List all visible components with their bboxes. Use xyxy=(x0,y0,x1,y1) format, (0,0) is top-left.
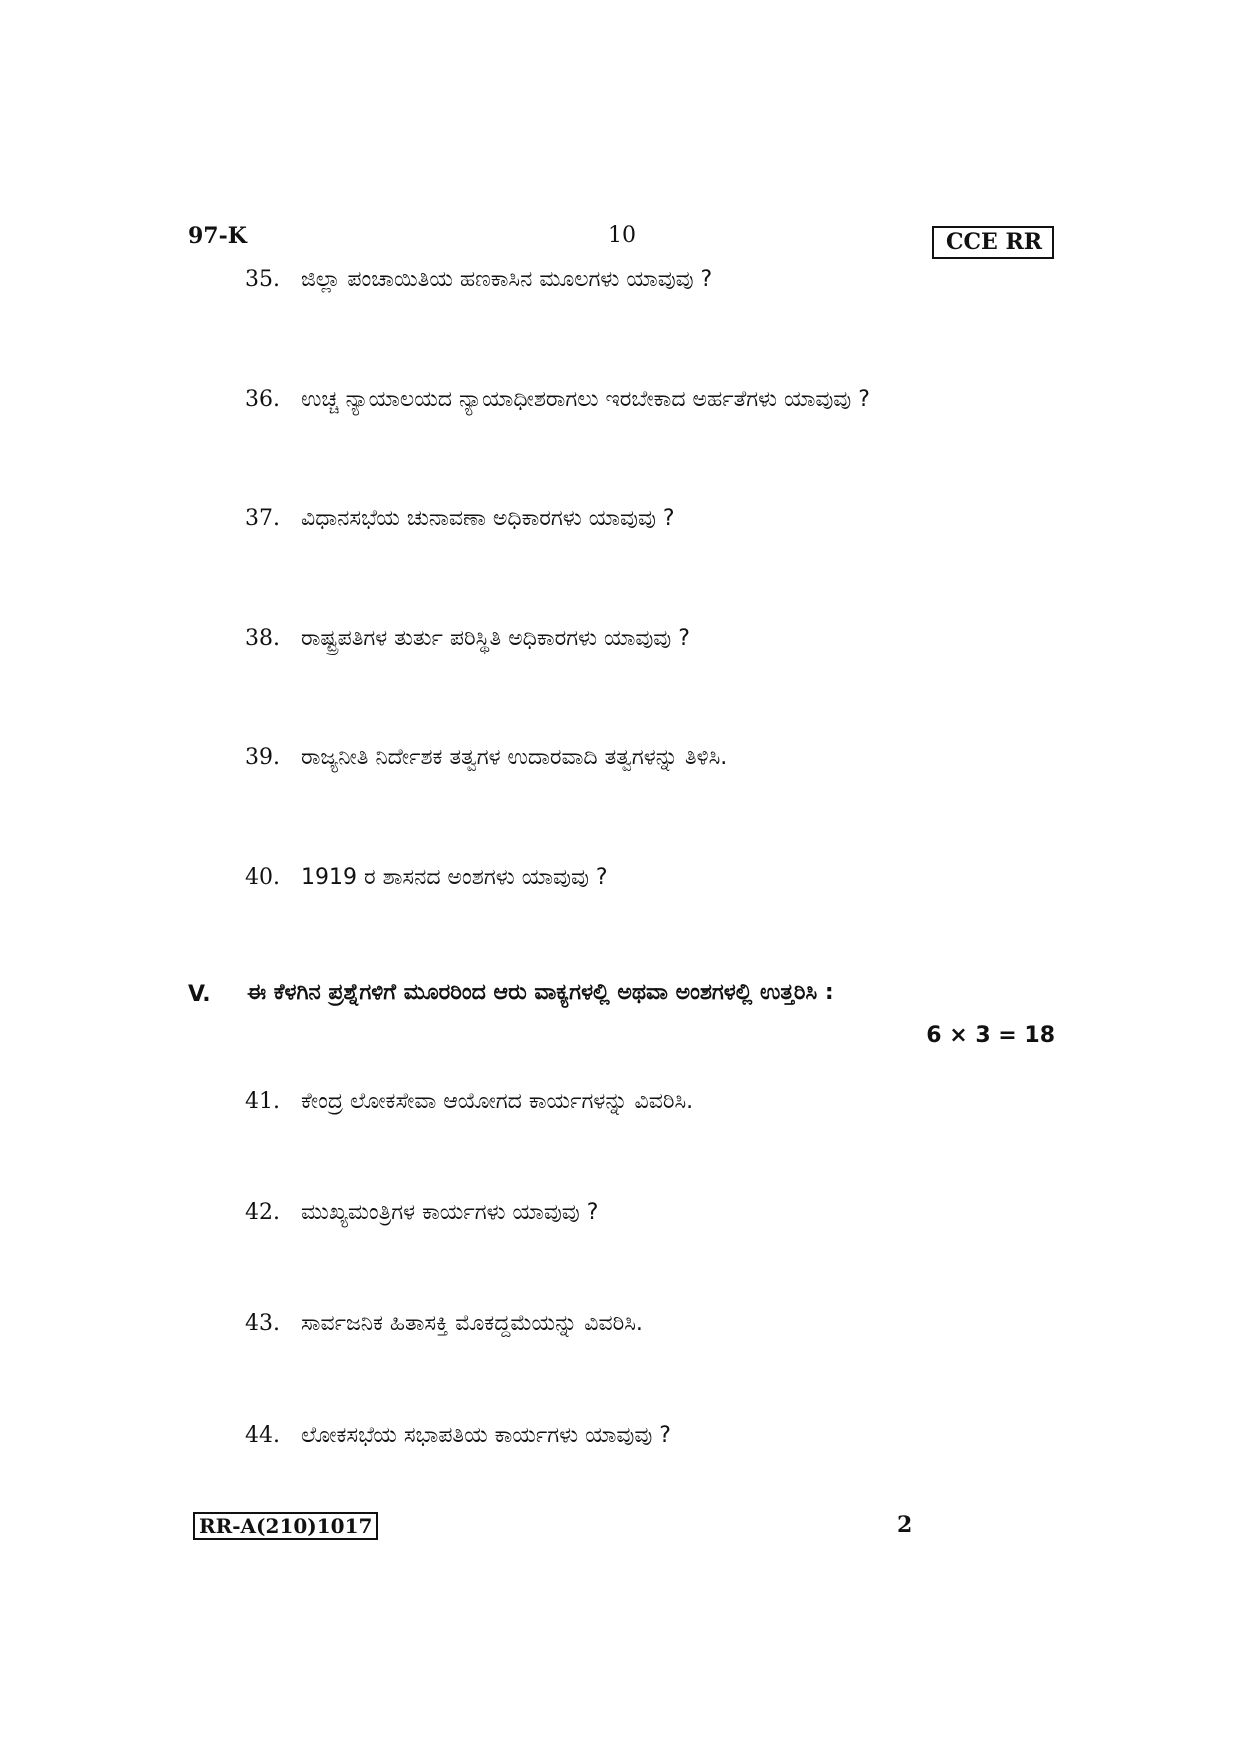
question-number: 35. xyxy=(245,267,280,292)
section-instruction: ಈ ಕೆಳಗಿನ ಪ್ರಶ್ನೆಗಳಿಗೆ ಮೂರರಿಂದ ಆರು ವಾಕ್ಯಗಳಲ್ಲಿ ಅಥವಾ ಅಂಶಗಳಲ್ಲಿ ಉತ್ತರಿಸಿ : xyxy=(247,980,834,1005)
question-41 xyxy=(245,1087,693,1117)
section-marks: 6 × 3 = 18 xyxy=(926,1023,1055,1048)
exam-code-box: CCE RR xyxy=(932,226,1054,259)
question-number: 44. xyxy=(245,1423,280,1448)
question-text: ಕೇಂದ್ರ ಲೋಕಸೇವಾ ಆಯೋಗದ ಕಾರ್ಯಗಳನ್ನು ವಿವರಿಸಿ. xyxy=(301,1089,694,1114)
question-36 xyxy=(245,385,870,415)
question-number: 43. xyxy=(245,1311,280,1336)
question-text: ವಿಧಾನಸಭೆಯ ಚುನಾವಣಾ ಅಧಿಕಾರಗಳು ಯಾವುವು ? xyxy=(301,506,675,531)
question-40 xyxy=(245,863,608,893)
question-number: 36. xyxy=(245,387,280,412)
question-number: 41. xyxy=(245,1089,280,1114)
page-number: 10 xyxy=(608,223,636,248)
question-number: 40. xyxy=(245,865,280,890)
question-text: 1919 ರ ಶಾಸನದ ಅಂಶಗಳು ಯಾವುವು ? xyxy=(301,865,608,890)
question-text: ರಾಜ್ಯನೀತಿ ನಿರ್ದೇಶಕ ತತ್ವಗಳ ಉದಾರವಾದಿ ತತ್ವಗಳನ್ನು ತಿಳಿಸಿ. xyxy=(301,745,728,770)
question-37 xyxy=(245,504,675,534)
question-number: 38. xyxy=(245,626,280,651)
question-text: ಉಚ್ಚ ನ್ಯಾಯಾಲಯದ ನ್ಯಾಯಾಧೀಶರಾಗಲು ಇರಬೇಕಾದ ಅರ್ಹತೆಗಳು ಯಾವುವು ? xyxy=(301,387,870,412)
question-43 xyxy=(245,1309,643,1339)
question-35 xyxy=(245,265,712,295)
question-42 xyxy=(245,1198,598,1228)
footer-page-number: 2 xyxy=(897,1512,913,1538)
question-number: 42. xyxy=(245,1200,280,1225)
section-number: V. xyxy=(188,982,211,1007)
question-text: ಮುಖ್ಯಮಂತ್ರಿಗಳ ಕಾರ್ಯಗಳು ಯಾವುವು ? xyxy=(301,1200,599,1225)
question-text: ಲೋಕಸಭೆಯ ಸಭಾಪತಿಯ ಕಾರ್ಯಗಳು ಯಾವುವು ? xyxy=(301,1423,671,1448)
question-number: 37. xyxy=(245,506,280,531)
question-39 xyxy=(245,743,727,773)
question-text: ಜಿಲ್ಲಾ ಪಂಚಾಯಿತಿಯ ಹಣಕಾಸಿನ ಮೂಲಗಳು ಯಾವುವು ? xyxy=(301,267,713,292)
paper-code: 97-K xyxy=(188,223,247,249)
question-text: ರಾಷ್ಟ್ರಪತಿಗಳ ತುರ್ತು ಪರಿಸ್ಥಿತಿ ಅಧಿಕಾರಗಳು ಯಾವುವು ? xyxy=(301,626,690,651)
question-text: ಸಾರ್ವಜನಿಕ ಹಿತಾಸಕ್ತಿ ಮೊಕದ್ದಮೆಯನ್ನು ವಿವರಿಸಿ. xyxy=(301,1311,643,1336)
question-number: 39. xyxy=(245,745,280,770)
question-44 xyxy=(245,1421,671,1451)
question-38 xyxy=(245,624,690,654)
footer-code-box: RR-A(210)1017 xyxy=(193,1512,378,1540)
